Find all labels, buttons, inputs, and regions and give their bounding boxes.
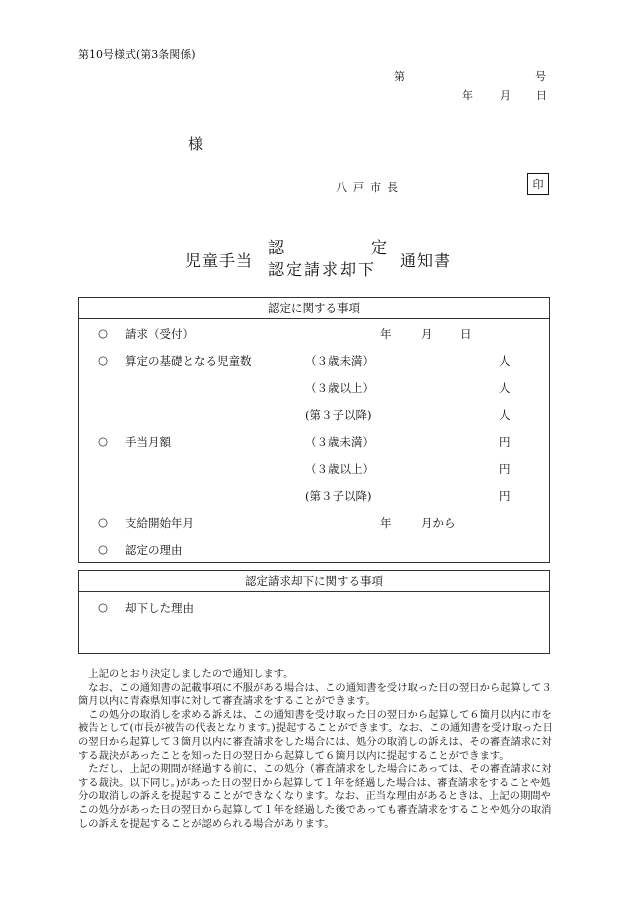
notice-paragraph: なお、この通知書の記載事項に不服がある場合は、この通知書を受け取った日の翌日から起算して３箇月以内に青森県知事に対して審査請求をすることができます。 [78,681,552,708]
certification-reason-label: 認定の理由 [125,543,183,557]
child-third-label: (第３子以降) [305,408,372,422]
amount-under3-label: （３歳未満） [305,435,374,449]
child-third-unit: 人 [499,408,511,422]
child-under3-unit: 人 [499,354,511,368]
request-year-label: 年 [380,327,392,341]
title-tei: 定 [371,238,388,257]
bullet-circle: ○ [98,515,109,529]
addressee-honorific: 様 [188,135,204,153]
bullet-circle: ○ [98,600,109,614]
start-month-from-label: 月から [421,516,456,530]
child-over3-unit: 人 [499,381,511,395]
request-label: 請求（受付） [125,327,194,341]
issuer-name: 八戸市長 [336,181,404,194]
rejection-heading: 認定請求却下に関する事項 [79,571,549,592]
start-year-label: 年 [380,516,392,530]
bullet-circle: ○ [98,542,109,556]
child-over3-label: （３歳以上） [305,381,374,395]
date-day-label: 日 [536,89,547,102]
document-number-prefix: 第 [394,70,405,83]
document-number-suffix: 号 [535,70,546,83]
monthly-amount-label: 手当月額 [125,435,171,449]
notice-paragraph: ただし、上記の期間が経過する前に、この処分（審査請求をした場合にあっては、その審査請求に対する裁決。以下同じ。)があった日の翌日から起算して１年を経過した場合は、審査請求をすることや処分の取消しの訴えを提起することができなくなります。なお、正当な理由があるときは、上記の期間やこの処分があった日の翌日から起算して１年を経過した後であっても審査請求をすることや処分の取消しの訴えを提起することが認められる場合があります。 [78,763,552,830]
amount-under3-unit: 円 [499,435,511,449]
bullet-circle: ○ [98,353,109,367]
request-day-label: 日 [460,327,472,341]
title-nin: 認 [268,238,285,257]
amount-over3-unit: 円 [499,462,511,476]
child-under3-label: （３歳未満） [305,354,374,368]
rejection-section [78,570,550,654]
title-suffix: 通知書 [400,251,452,270]
request-month-label: 月 [421,327,433,341]
rejection-reason-label: 却下した理由 [125,601,194,615]
form-number: 第10号様式(第3条関係) [78,48,196,61]
appeal-notice [78,668,558,831]
date-year-label: 年 [462,89,473,102]
certification-section [78,297,550,563]
bullet-circle: ○ [98,434,109,448]
start-month-label: 支給開始年月 [125,516,194,530]
amount-third-label: (第３子以降) [305,489,372,503]
certification-heading: 認定に関する事項 [79,298,549,319]
notice-paragraph: 上記のとおり決定しましたので通知します。 [88,668,294,680]
notice-paragraph: この処分の取消しを求める訴えは、この通知書を受け取った日の翌日から起算して６箇月以内に市を被告として(市長が被告の代表となります。)提起することができます。なお、この通知書を受け取った日の翌日から起算して３箇月以内に審査請求をした場合には、処分の取消しの訴えは、その審査請求に対する裁決があったことを知った日の翌日から起算して６箇月以内に提起することができます。 [78,708,553,762]
bullet-circle: ○ [98,326,109,340]
amount-over3-label: （３歳以上） [305,462,374,476]
date-month-label: 月 [500,89,511,102]
amount-third-unit: 円 [499,489,511,503]
seal-box: 印 [527,173,549,195]
child-count-label: 算定の基礎となる児童数 [125,354,252,368]
title-rejection: 認定請求却下 [268,260,377,279]
title-prefix: 児童手当 [185,251,254,270]
